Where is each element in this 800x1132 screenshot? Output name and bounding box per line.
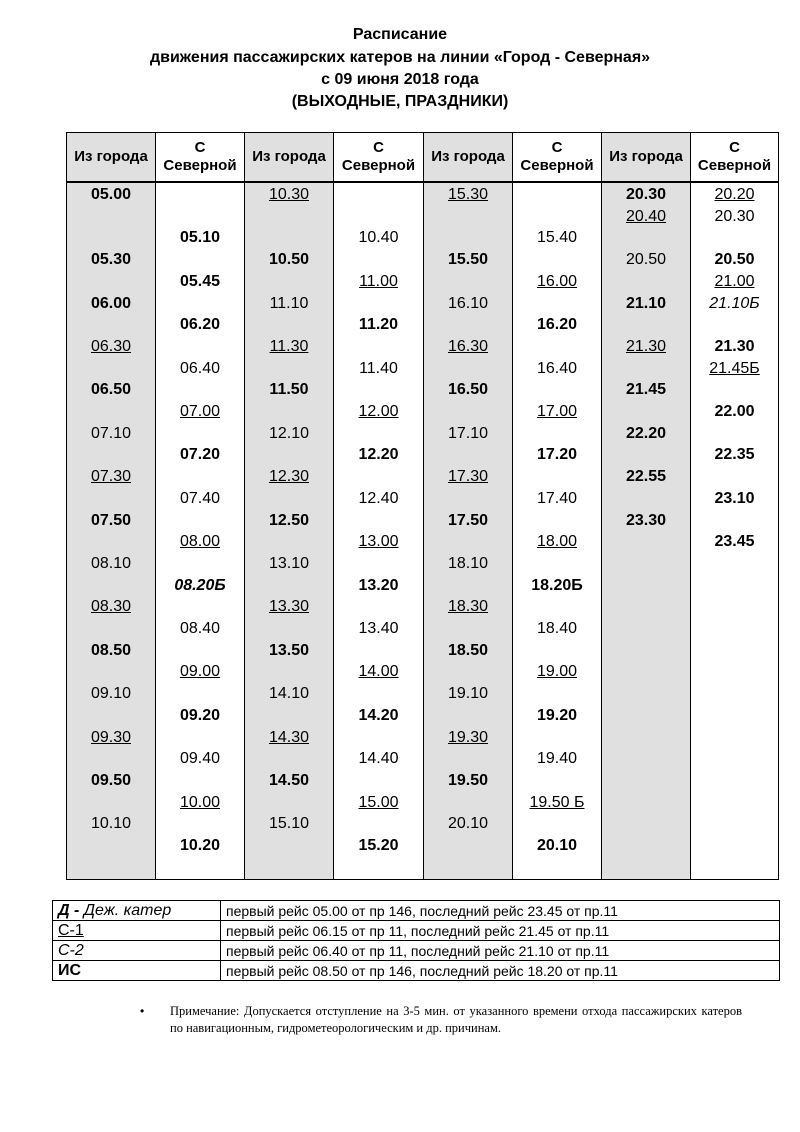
departure-time: 19.10 [447, 685, 489, 703]
column-shade [245, 133, 333, 879]
departure-time: 06.00 [90, 294, 132, 312]
departure-time: 06.40 [179, 359, 221, 377]
legend-table [52, 900, 780, 981]
legend-row [53, 961, 780, 981]
departure-time: 09.10 [90, 685, 132, 703]
departure-time: 09.00 [179, 663, 221, 681]
title-line-4: (ВЫХОДНЫЕ, ПРАЗДНИКИ) [291, 93, 509, 110]
departure-time: 18.30 [447, 598, 489, 616]
departure-time: 08.30 [90, 598, 132, 616]
departure-time: 22.00 [714, 403, 755, 420]
departure-time: 08.00 [179, 533, 221, 551]
departure-time: 07.10 [90, 424, 132, 442]
header-from-city: Из города [252, 148, 326, 165]
departure-time: 15.40 [536, 229, 578, 247]
title-line-1: Расписание [352, 26, 448, 43]
departure-time: 09.50 [90, 771, 132, 789]
departure-time: 21.10 [625, 294, 667, 312]
header-from-north: С Северной [341, 139, 416, 174]
departure-time: 10.30 [268, 186, 310, 203]
departure-time: 10.20 [179, 837, 221, 854]
departure-time: 12.40 [358, 489, 399, 507]
departure-time: 06.50 [90, 381, 132, 399]
departure-time: 05.00 [90, 186, 132, 203]
departure-time: 16.00 [536, 272, 578, 290]
departure-time: 18.20Б [531, 576, 583, 594]
departure-time: 16.10 [447, 294, 489, 312]
departure-time: 17.40 [536, 489, 578, 507]
departure-time: 12.50 [268, 511, 310, 529]
departure-time: 11.50 [269, 381, 309, 399]
departure-time: 16.40 [536, 359, 578, 377]
legend-text: первый рейс 06.15 от пр 11, последний рейс 21.45 от пр.11 [221, 921, 780, 941]
departure-time: 14.30 [268, 728, 310, 746]
legend-key: ИС [53, 961, 221, 981]
departure-time: 07.40 [179, 489, 221, 507]
departure-time: 06.30 [90, 337, 132, 355]
departure-time: 14.50 [268, 771, 310, 789]
departure-time: 12.10 [268, 424, 310, 442]
departure-time: 06.20 [179, 316, 221, 334]
departure-time: 14.40 [358, 750, 399, 768]
departure-time: 21.45 [625, 381, 667, 399]
departure-time: 11.30 [269, 337, 309, 355]
departure-time: 07.20 [179, 446, 221, 464]
departure-time: 13.40 [358, 620, 399, 637]
header-from-north: С Северной [163, 139, 237, 174]
legend-text: первый рейс 06.40 от пр 11, последний рейс 21.10 от пр.11 [221, 941, 780, 961]
legend-row [53, 941, 780, 961]
departure-time: 17.10 [447, 424, 489, 442]
departure-time: 22.20 [625, 424, 667, 442]
header-from-city: Из города [609, 148, 683, 165]
departure-time: 08.40 [179, 620, 221, 637]
departure-time: 20.50 [625, 251, 667, 269]
departure-time: 09.30 [90, 728, 132, 746]
departure-time: 16.50 [447, 381, 489, 399]
departure-time: 20.50 [714, 251, 755, 269]
departure-time: 10.50 [268, 251, 310, 269]
departure-time: 21.10Б [709, 294, 760, 312]
departure-time: 17.20 [536, 446, 578, 464]
departure-time: 08.20Б [174, 576, 226, 594]
departure-time: 21.45Б [709, 359, 760, 377]
departure-time: 17.50 [447, 511, 489, 529]
departure-time: 23.30 [625, 511, 667, 529]
departure-time: 15.00 [358, 793, 399, 811]
departure-time: 13.30 [268, 598, 310, 616]
departure-time: 05.30 [90, 251, 132, 269]
departure-time: 14.20 [358, 706, 399, 724]
departure-time: 23.10 [714, 489, 755, 507]
title-line-3: с 09 июня 2018 года [321, 71, 479, 88]
departure-time: 19.50 [447, 771, 489, 789]
departure-time: 22.55 [625, 468, 667, 486]
departure-time: 19.20 [536, 706, 578, 724]
departure-time: 21.30 [625, 337, 667, 355]
departure-time: 09.40 [179, 750, 221, 768]
legend-text: первый рейс 05.00 от пр 146, последний рейс 23.45 от пр.11 [221, 901, 780, 921]
schedule-table [66, 132, 779, 880]
departure-time: 14.10 [268, 685, 310, 703]
departure-time: 07.50 [90, 511, 132, 529]
departure-time: 21.30 [714, 337, 755, 355]
departure-time: 07.00 [179, 403, 221, 420]
legend-row [53, 901, 780, 921]
departure-time: 19.00 [536, 663, 578, 681]
departure-time: 05.45 [179, 272, 221, 290]
column-shade [602, 133, 690, 879]
departure-time: 15.20 [358, 837, 399, 854]
departure-time: 19.40 [536, 750, 578, 768]
departure-time: 22.35 [714, 446, 755, 464]
column-shade [424, 133, 512, 879]
departure-time: 12.20 [358, 446, 399, 464]
departure-time: 17.30 [447, 468, 489, 486]
departure-time: 10.10 [90, 815, 132, 833]
departure-time: 15.30 [447, 186, 489, 203]
departure-time: 17.00 [536, 403, 578, 420]
departure-time: 18.40 [536, 620, 578, 637]
departure-time: 21.00 [714, 272, 755, 290]
departure-time: 23.45 [714, 533, 755, 551]
header-from-city: Из города [431, 148, 505, 165]
departure-time: 20.20 [714, 186, 755, 203]
departure-time: 11.10 [269, 294, 309, 312]
departure-time: 09.20 [179, 706, 221, 724]
departure-time: 16.30 [447, 337, 489, 355]
departure-time: 10.40 [358, 229, 399, 247]
departure-time: 11.40 [359, 359, 398, 377]
title-line-2: движения пассажирских катеров на линии «Город - Северная» [149, 49, 651, 66]
departure-time: 18.00 [536, 533, 578, 551]
departure-time: 08.10 [90, 554, 132, 572]
departure-time: 05.10 [179, 229, 221, 247]
departure-time: 11.20 [358, 316, 399, 334]
departure-time: 11.00 [359, 272, 398, 290]
departure-time: 19.30 [447, 728, 489, 746]
departure-time: 13.10 [268, 554, 310, 572]
legend-key: С-2 [53, 941, 221, 961]
departure-time: 13.50 [268, 641, 310, 659]
departure-time: 12.00 [358, 403, 399, 420]
legend-key: С-1 [53, 921, 221, 941]
departure-time: 14.00 [358, 663, 399, 681]
departure-time: 12.30 [268, 468, 310, 486]
departure-time: 10.00 [179, 793, 221, 811]
departure-time: 13.00 [358, 533, 399, 551]
departure-time: 20.30 [714, 207, 755, 225]
column-shade [67, 133, 155, 879]
departure-time: 13.20 [358, 576, 399, 594]
departure-time: 15.10 [268, 815, 310, 833]
departure-time: 15.50 [447, 251, 489, 269]
departure-time: 20.40 [625, 207, 667, 225]
departure-time: 20.10 [447, 815, 489, 833]
departure-time: 18.50 [447, 641, 489, 659]
departure-time: 07.30 [90, 468, 132, 486]
departure-time: 18.10 [447, 554, 489, 572]
departure-time: 16.20 [536, 316, 578, 334]
header-from-city: Из города [74, 148, 148, 165]
note-text: Примечание: Допускается отступление на 3-5 мин. от указанного времени отхода пассажирских катеров по навигационным, гидрометеорологическим и др. причинам. [170, 1004, 742, 1035]
legend-row [53, 921, 780, 941]
departure-time: 08.50 [90, 641, 132, 659]
legend-text: первый рейс 08.50 от пр 146, последний рейс 18.20 от пр.11 [221, 961, 780, 981]
legend-key: Д - Деж. катер [53, 901, 221, 921]
departure-time: 19.50 Б [529, 793, 585, 811]
header-from-north: С Северной [697, 139, 772, 174]
note-bullet: • [140, 1004, 145, 1018]
header-from-north: С Северной [520, 139, 594, 174]
departure-time: 20.10 [536, 837, 578, 854]
departure-time: 20.30 [625, 186, 667, 203]
